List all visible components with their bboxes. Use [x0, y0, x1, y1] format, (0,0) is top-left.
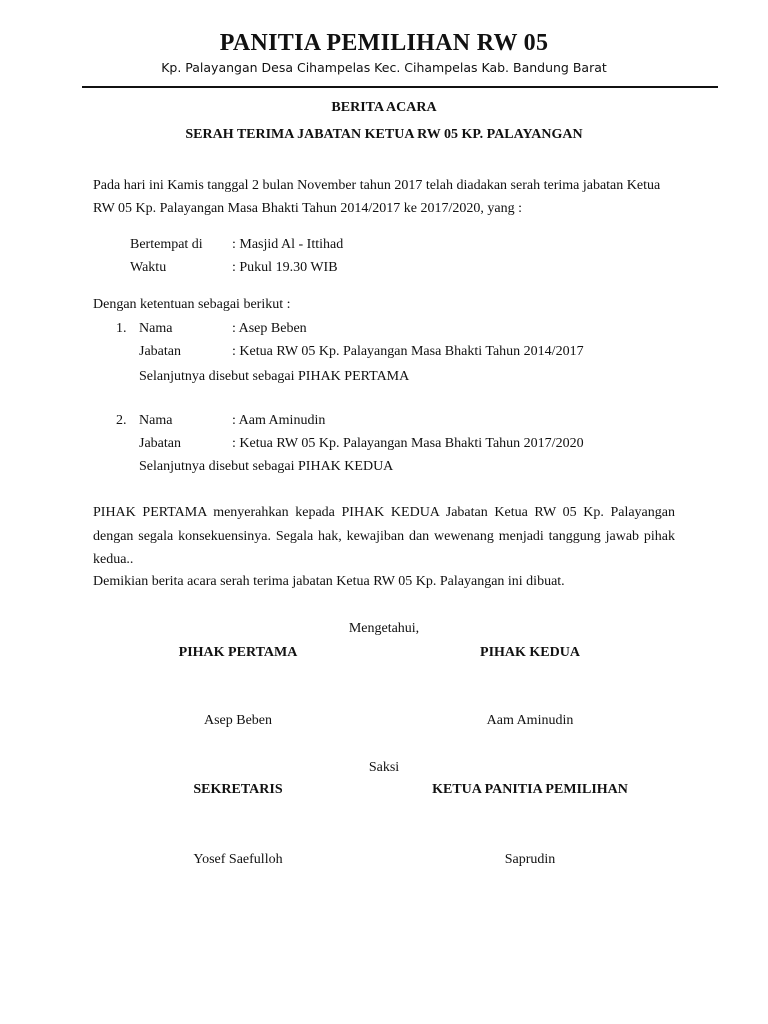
time-label: Waktu [130, 260, 167, 275]
party-2-role-value: : Ketua RW 05 Kp. Palayangan Masa Bhakti Tahun 2017/2020 [232, 436, 584, 451]
intro-line-2: RW 05 Kp. Palayangan Masa Bhakti Tahun 2014/2017 ke 2017/2020, yang : [93, 201, 522, 216]
party-2-role-label: Jabatan [139, 436, 181, 451]
party-2-name-value: : Aam Aminudin [232, 413, 326, 428]
place-value: : Masjid Al - Ittihad [232, 237, 344, 252]
heading-berita-acara: BERITA ACARA [331, 100, 437, 115]
heading-serah-terima: SERAH TERIMA JABATAN KETUA RW 05 KP. PALAYANGAN [185, 127, 583, 142]
party-1-note: Selanjutnya disebut sebagai PIHAK PERTAMA [139, 369, 410, 384]
party-1-signature-title: PIHAK PERTAMA [178, 645, 298, 660]
acknowledged-label: Mengetahui, [348, 621, 420, 636]
party-1-name-value: : Asep Beben [232, 321, 307, 336]
chair-signature-name: Saprudin [504, 852, 556, 867]
party-2-number: 2. [116, 413, 127, 428]
secretary-signature-title: SEKRETARIS [193, 782, 283, 797]
party-1-number: 1. [116, 321, 127, 336]
party-2-note: Selanjutnya disebut sebagai PIHAK KEDUA [139, 459, 394, 474]
party-2-signature-name: Aam Aminudin [486, 713, 574, 728]
chair-signature-title: KETUA PANITIA PEMILIHAN [432, 782, 628, 797]
closing-statement: Demikian berita acara serah terima jabatan Ketua RW 05 Kp. Palayangan ini dibuat. [93, 574, 565, 589]
intro-line-1: Pada hari ini Kamis tanggal 2 bulan November tahun 2017 telah diadakan serah terima jabatan Ketua [93, 178, 661, 193]
body-paragraph: PIHAK PERTAMA menyerahkan kepada PIHAK KEDUA Jabatan Ketua RW 05 Kp. Palayangan dengan segala konsekuensinya. Segala hak, kewajiban dan wewenang menjadi tanggung jawab pihak kedua.. [93, 505, 675, 567]
party-1-signature-name: Asep Beben [203, 713, 273, 728]
party-2-signature-title: PIHAK KEDUA [480, 645, 580, 660]
party-2-name-label: Nama [139, 413, 173, 428]
witness-label: Saksi [368, 760, 400, 775]
place-label: Bertempat di [130, 237, 203, 252]
terms-intro: Dengan ketentuan sebagai berikut : [93, 297, 291, 312]
document-address: Kp. Palayangan Desa Cihampelas Kec. Cihampelas Kab. Bandung Barat [161, 60, 607, 75]
header-divider [82, 86, 718, 88]
time-value: : Pukul 19.30 WIB [232, 260, 338, 275]
party-1-role-label: Jabatan [139, 344, 181, 359]
party-1-name-label: Nama [139, 321, 173, 336]
secretary-signature-name: Yosef Saefulloh [193, 852, 283, 867]
document-title: PANITIA PEMILIHAN RW 05 [219, 30, 549, 56]
party-1-role-value: : Ketua RW 05 Kp. Palayangan Masa Bhakti Tahun 2014/2017 [232, 344, 584, 359]
